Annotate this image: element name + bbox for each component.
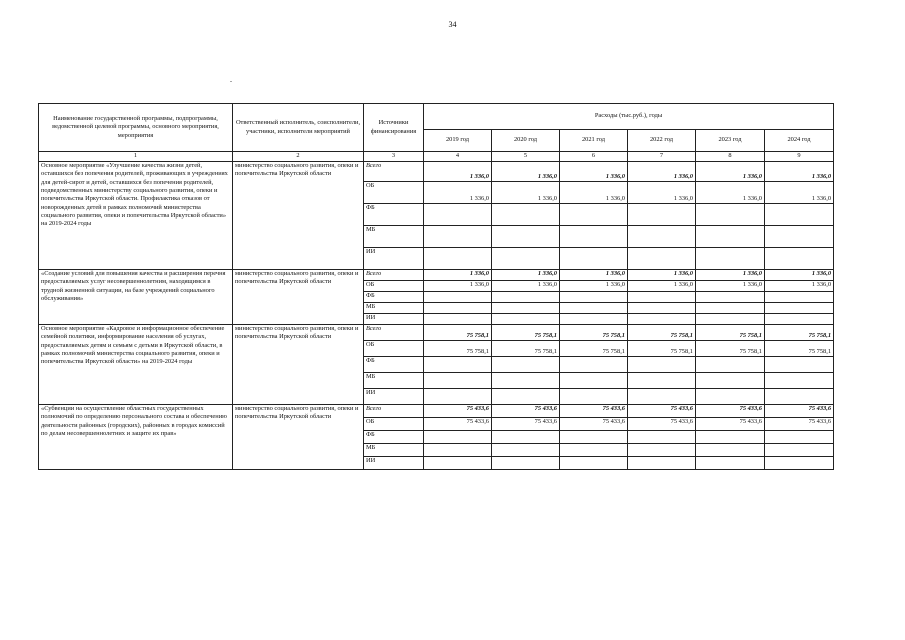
- activity-name: Основное мероприятие «Улучшение качества жизни детей, оставшихся без попечения родителей, проживающих в учреждениях для детей-сирот и детей, оставшихся без попечения родителей, подведомственных министерству социального развития, опеки и попечительства Иркутской области. Профилактика отказов от новорожденных детей в рамках полномочий министерства социального развития, опеки и попечительства Иркутской области» на 2019-2024 годы: [39, 162, 233, 270]
- expense-cell: [628, 325, 696, 341]
- expense-cell-empty: [628, 226, 696, 248]
- column-index: 9: [765, 152, 834, 162]
- expense-cell-empty: [628, 431, 696, 444]
- expense-cell-empty: [628, 303, 696, 314]
- funding-source-total: Всего: [364, 270, 424, 281]
- expense-value-total: 75 758,1: [466, 331, 489, 339]
- expense-value-total: 75 433,6: [602, 405, 625, 412]
- expense-value-total: 75 758,1: [808, 331, 832, 339]
- budget-table: [38, 103, 834, 470]
- expense-value-total: 1 336,0: [742, 270, 762, 277]
- header-year: 2022 год: [628, 130, 696, 152]
- expense-cell-empty: [696, 314, 765, 325]
- expense-cell-empty: [424, 248, 492, 270]
- expense-cell: [560, 162, 628, 182]
- expense-cell-empty: [492, 444, 560, 457]
- stray-mark: .: [230, 75, 232, 84]
- expense-cell-empty: [492, 204, 560, 226]
- expense-cell-empty: [765, 431, 834, 444]
- expense-cell-empty: [560, 389, 628, 405]
- expense-value: 1 336,0: [628, 281, 696, 292]
- expense-cell: [765, 405, 834, 418]
- expense-cell-empty: [560, 204, 628, 226]
- expense-cell-empty: [765, 204, 834, 226]
- expense-cell-empty: [696, 248, 765, 270]
- funding-source-fb: ФБ: [364, 292, 424, 303]
- expense-cell: [424, 162, 492, 182]
- header-year: 2019 год: [424, 130, 492, 152]
- activity-name: «Субвенции на осуществление областных государственных полномочий по определению персонального состава и обеспечению деятельности районных (городских), районных в городах комиссий по делам несовершеннолетних и защите их прав»: [39, 405, 233, 470]
- expense-cell: [560, 405, 628, 418]
- expense-cell-empty: [492, 431, 560, 444]
- expense-cell-empty: [765, 314, 834, 325]
- expense-value-total: 1 336,0: [537, 270, 557, 277]
- expense-value-total: 1 336,0: [469, 270, 489, 277]
- table-row: [39, 325, 834, 341]
- header-year: 2024 год: [765, 130, 834, 152]
- expense-cell: [424, 325, 492, 341]
- expense-value: 1 336,0: [424, 281, 492, 292]
- expense-value-total: 1 336,0: [537, 172, 557, 180]
- expense-cell-empty: [560, 303, 628, 314]
- expense-cell-empty: [560, 292, 628, 303]
- expense-cell-empty: [424, 457, 492, 470]
- expense-value: 75 433,6: [560, 418, 628, 431]
- header-year: 2021 год: [560, 130, 628, 152]
- expense-cell: [696, 270, 765, 281]
- expense-value: 1 336,0: [765, 281, 834, 292]
- expense-cell-empty: [424, 226, 492, 248]
- expense-cell-empty: [628, 292, 696, 303]
- expense-cell-empty: [628, 444, 696, 457]
- expense-cell: [560, 270, 628, 281]
- expense-cell: [696, 405, 765, 418]
- expense-cell-empty: [765, 444, 834, 457]
- expense-value-total: 1 336,0: [673, 172, 693, 180]
- expense-cell-empty: [765, 248, 834, 270]
- expense-value: 75 758,1: [696, 341, 765, 357]
- funding-source-mb: МБ: [364, 226, 424, 248]
- expense-value-total: 1 336,0: [811, 270, 832, 277]
- funding-source-ob: ОБ: [364, 281, 424, 292]
- expense-cell-empty: [696, 204, 765, 226]
- expense-cell: [628, 270, 696, 281]
- expense-cell: [492, 325, 560, 341]
- expense-value: 1 336,0: [765, 182, 834, 204]
- column-index: 7: [628, 152, 696, 162]
- expense-cell-empty: [492, 457, 560, 470]
- expense-cell-empty: [424, 314, 492, 325]
- expense-value: 1 336,0: [628, 182, 696, 204]
- expense-cell-empty: [560, 248, 628, 270]
- expense-value: 75 433,6: [424, 418, 492, 431]
- expense-value-total: 1 336,0: [742, 172, 762, 180]
- expense-cell-empty: [492, 303, 560, 314]
- expense-cell-empty: [424, 444, 492, 457]
- expense-cell-empty: [765, 373, 834, 389]
- expense-cell-empty: [492, 314, 560, 325]
- expense-cell-empty: [696, 389, 765, 405]
- expense-cell-empty: [424, 292, 492, 303]
- expense-cell-empty: [492, 357, 560, 373]
- funding-source-mb: МБ: [364, 373, 424, 389]
- table-row: [39, 405, 834, 418]
- expense-cell-empty: [696, 357, 765, 373]
- expense-value: 75 433,6: [696, 418, 765, 431]
- expense-cell-empty: [696, 303, 765, 314]
- expense-value: 1 336,0: [424, 182, 492, 204]
- expense-cell-empty: [560, 431, 628, 444]
- expense-cell-empty: [560, 457, 628, 470]
- expense-cell-empty: [492, 389, 560, 405]
- expense-value-total: 75 758,1: [534, 331, 557, 339]
- expense-cell-empty: [765, 226, 834, 248]
- expense-value: 75 433,6: [765, 418, 834, 431]
- expense-value-total: 1 336,0: [811, 172, 832, 180]
- expense-cell-empty: [696, 457, 765, 470]
- expense-cell-empty: [424, 373, 492, 389]
- expense-cell-empty: [628, 357, 696, 373]
- column-index: 2: [233, 152, 364, 162]
- activity-name: Основное мероприятие «Кадровое и информационное обеспечение семейной политики, информирование населения об услугах, предоставляемых детям и семьям с детьми в Иркутской области, в рамках полномочий министерства социального развития, опеки и попечительства Иркутской области» на 2019-2024 годы: [39, 325, 233, 405]
- expense-value: 75 758,1: [492, 341, 560, 357]
- expense-cell: [765, 325, 834, 341]
- expense-cell-empty: [628, 248, 696, 270]
- expense-cell-empty: [424, 389, 492, 405]
- expense-cell-empty: [628, 457, 696, 470]
- expense-cell-empty: [492, 373, 560, 389]
- expense-cell-empty: [628, 373, 696, 389]
- column-index: 1: [39, 152, 233, 162]
- expense-value-total: 1 336,0: [469, 172, 489, 180]
- funding-source-fb: ФБ: [364, 431, 424, 444]
- expense-cell: [765, 270, 834, 281]
- funding-source-fb: ФБ: [364, 204, 424, 226]
- expense-value-total: 75 433,6: [739, 405, 762, 412]
- expense-cell-empty: [628, 389, 696, 405]
- expense-value-total: 75 433,6: [466, 405, 489, 412]
- activity-name: «Создание условий для повышения качества и расширения перечня предоставляемых услуг несовершеннолетним, находящимся в трудной жизненной ситуации, на базе учреждений социального обслуживания»: [39, 270, 233, 325]
- expense-cell-empty: [628, 204, 696, 226]
- funding-source-ob: ОБ: [364, 418, 424, 431]
- expense-cell: [765, 162, 834, 182]
- expense-cell-empty: [492, 292, 560, 303]
- funding-source-mb: МБ: [364, 303, 424, 314]
- expense-value-total: 75 433,6: [534, 405, 557, 412]
- funding-source-ob: ОБ: [364, 341, 424, 357]
- expense-value: 1 336,0: [696, 182, 765, 204]
- header-executor: Ответственный исполнитель, соисполнители, участники, исполнители мероприятий: [233, 104, 364, 152]
- funding-source-ii: ИИ: [364, 248, 424, 270]
- table-row: [39, 162, 834, 182]
- expense-cell: [696, 162, 765, 182]
- expense-cell: [628, 405, 696, 418]
- funding-source-total: Всего: [364, 405, 424, 418]
- expense-cell-empty: [424, 303, 492, 314]
- expense-value-total: 75 758,1: [670, 331, 693, 339]
- executor: министерство социального развития, опеки и попечительства Иркутской области: [233, 405, 364, 470]
- expense-value-total: 1 336,0: [673, 270, 693, 277]
- expense-cell: [560, 325, 628, 341]
- expense-cell-empty: [492, 226, 560, 248]
- expense-cell-empty: [765, 457, 834, 470]
- executor: министерство социального развития, опеки и попечительства Иркутской области: [233, 325, 364, 405]
- expense-value: 1 336,0: [696, 281, 765, 292]
- funding-source-ob: ОБ: [364, 182, 424, 204]
- header-year: 2023 год: [696, 130, 765, 152]
- expense-value: 1 336,0: [560, 281, 628, 292]
- expense-value: 1 336,0: [560, 182, 628, 204]
- expense-cell-empty: [560, 314, 628, 325]
- expense-cell-empty: [696, 444, 765, 457]
- expense-cell-empty: [492, 248, 560, 270]
- column-index: 4: [424, 152, 492, 162]
- expense-value-total: 75 758,1: [739, 331, 762, 339]
- expense-cell-empty: [765, 357, 834, 373]
- funding-source-fb: ФБ: [364, 357, 424, 373]
- expense-cell-empty: [560, 444, 628, 457]
- expense-cell-empty: [696, 373, 765, 389]
- header-sources: Источники финансирования: [364, 104, 424, 152]
- expense-cell-empty: [424, 431, 492, 444]
- expense-cell-empty: [696, 226, 765, 248]
- expense-cell: [424, 270, 492, 281]
- column-index: 3: [364, 152, 424, 162]
- expense-value-total: 1 336,0: [605, 172, 625, 180]
- funding-source-ii: ИИ: [364, 457, 424, 470]
- header-name: Наименование государственной программы, подпрограммы, ведомственной целевой программы, основного мероприятия, мероприятия: [39, 104, 233, 152]
- expense-cell-empty: [560, 373, 628, 389]
- expense-value: 1 336,0: [492, 281, 560, 292]
- column-index: 5: [492, 152, 560, 162]
- expense-cell: [424, 405, 492, 418]
- expense-value: 75 758,1: [765, 341, 834, 357]
- expense-cell: [492, 270, 560, 281]
- expense-cell: [696, 325, 765, 341]
- header-expenses: Расходы (тыс.руб.), годы: [424, 104, 834, 130]
- expense-value: 75 758,1: [424, 341, 492, 357]
- expense-cell: [492, 405, 560, 418]
- expense-cell-empty: [628, 314, 696, 325]
- funding-source-ii: ИИ: [364, 314, 424, 325]
- expense-cell-empty: [696, 292, 765, 303]
- expense-value-total: 1 336,0: [605, 270, 625, 277]
- expense-cell-empty: [424, 204, 492, 226]
- table-row: [39, 270, 834, 281]
- funding-source-total: Всего: [364, 162, 424, 182]
- funding-source-mb: МБ: [364, 444, 424, 457]
- expense-cell: [492, 162, 560, 182]
- expense-cell-empty: [765, 292, 834, 303]
- expense-value-total: 75 758,1: [602, 331, 625, 339]
- expense-value-total: 75 433,6: [808, 405, 832, 412]
- expense-cell-empty: [765, 303, 834, 314]
- funding-source-ii: ИИ: [364, 389, 424, 405]
- executor: министерство социального развития, опеки и попечительства Иркутской области: [233, 270, 364, 325]
- expense-cell-empty: [696, 431, 765, 444]
- expense-value: 75 758,1: [628, 341, 696, 357]
- executor: министерство социального развития, опеки и попечительства Иркутской области: [233, 162, 364, 270]
- expense-cell-empty: [424, 357, 492, 373]
- expense-value: 75 758,1: [560, 341, 628, 357]
- header-year: 2020 год: [492, 130, 560, 152]
- expense-value: 1 336,0: [492, 182, 560, 204]
- column-index: 6: [560, 152, 628, 162]
- expense-cell: [628, 162, 696, 182]
- expense-cell-empty: [560, 226, 628, 248]
- expense-value: 75 433,6: [628, 418, 696, 431]
- funding-source-total: Всего: [364, 325, 424, 341]
- expense-cell-empty: [560, 357, 628, 373]
- expense-value-total: 75 433,6: [670, 405, 693, 412]
- expense-cell-empty: [765, 389, 834, 405]
- column-index: 8: [696, 152, 765, 162]
- expense-value: 75 433,6: [492, 418, 560, 431]
- page-number: 34: [448, 20, 457, 29]
